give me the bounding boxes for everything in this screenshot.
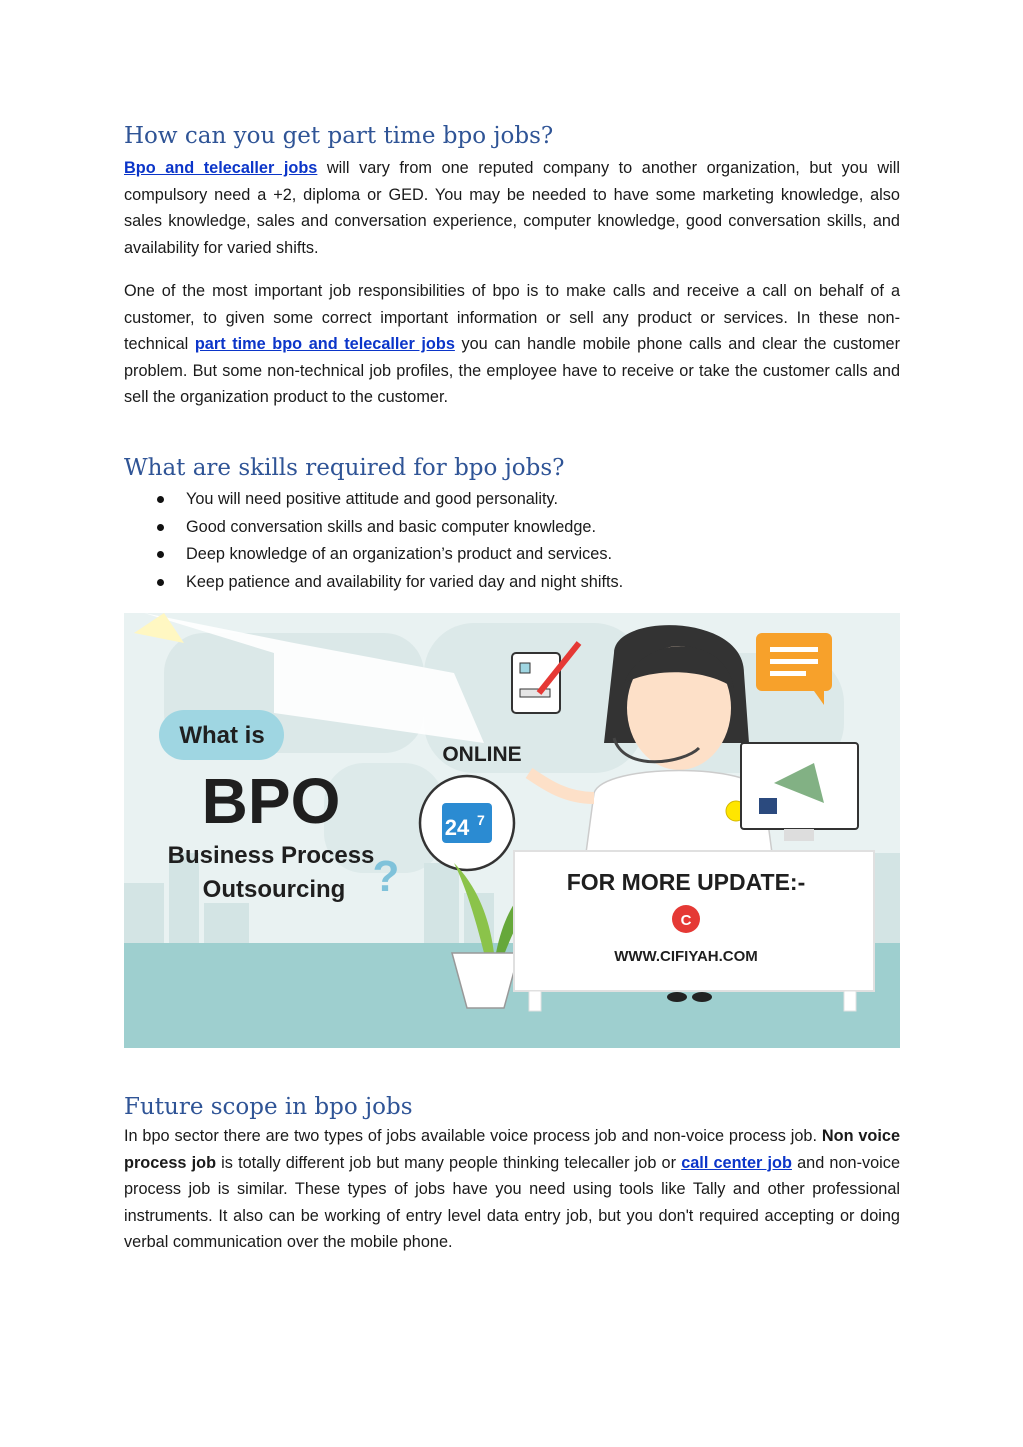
call-center-job-link[interactable]: call center job — [681, 1153, 792, 1172]
bullet-icon — [157, 524, 164, 531]
business-process-label: Business Process — [167, 842, 375, 869]
bpo-banner-image — [124, 613, 900, 1048]
part-time-bpo-link[interactable]: part time bpo and telecaller jobs — [194, 335, 455, 353]
non-voice-process-bold: Non voice process job — [124, 1127, 901, 1172]
paragraph-future-scope: In bpo sector there are two types of jobs available voice process job and non-voice process job. Non voice process job is totally different job but many people thinking telecaller job or call center job and non-voice process job is similar. These types of jobs have you need using tools like Tally and other professional instruments. It also can be working of entry level data entry job, but you don't required accepting or doing verbal communication over the mobile phone. — [124, 1127, 901, 1251]
flag-tip — [134, 613, 184, 643]
banner-illustration — [124, 613, 900, 1048]
clock-24-label: 24 — [444, 815, 470, 840]
paragraph-responsibilities-text-a: One of the most important job responsibilities of bpo is to make calls and receive a call on behalf of a customer, to given some correct important information or sell any product or services. In these non-technical — [124, 282, 900, 353]
cifiyah-logo-letter: C — [680, 912, 692, 929]
section-heading-skills: What are skills required for bpo jobs? — [124, 455, 565, 481]
paragraph-requirements — [124, 155, 900, 261]
section-heading-part-time-bpo: How can you get part time bpo jobs? — [124, 123, 554, 149]
question-mark-icon: ? — [372, 852, 400, 901]
list-item: Good conversation skills and basic computer knowledge. — [124, 514, 900, 542]
computer-monitor-icon — [741, 743, 858, 841]
outsourcing-label: Outsourcing — [202, 876, 346, 903]
skills-list — [124, 486, 900, 596]
bpo-title: BPO — [201, 765, 341, 837]
section-heading-future-scope: Future scope in bpo jobs — [124, 1094, 413, 1120]
more-update-label: FOR MORE UPDATE:- — [566, 869, 806, 895]
clock-7-label: 7 — [477, 812, 485, 828]
bullet-icon — [157, 579, 164, 586]
bullet-icon — [157, 496, 164, 503]
bullet-icon — [157, 551, 164, 558]
paragraph-responsibilities — [124, 278, 900, 411]
paragraph-responsibilities-text-b: you can handle mobile phone calls and clear the customer problem. But some non-technical job profiles, the employee have to receive or take the customer calls and sell the organization product to the customer. — [124, 335, 900, 406]
list-item: You will need positive attitude and good personality. — [124, 486, 900, 514]
website-label: WWW.CIFIYAH.COM — [614, 948, 758, 965]
paragraph-requirements-text: will vary from one reputed company to another organization, but you will compulsory need a +2, diploma or GED. You may be needed to have some marketing knowledge, also sales knowledge, sales and conversation experience, computer knowledge, good conversation skills, and availability for varied shifts. — [124, 159, 900, 257]
list-item: Deep knowledge of an organization’s product and services. — [124, 541, 900, 569]
what-is-label: What is — [179, 722, 265, 749]
bpo-telecaller-jobs-link[interactable]: Bpo and telecaller jobs — [124, 159, 318, 177]
online-label: ONLINE — [442, 743, 522, 766]
list-item: Keep patience and availability for varied day and night shifts. — [124, 569, 900, 597]
